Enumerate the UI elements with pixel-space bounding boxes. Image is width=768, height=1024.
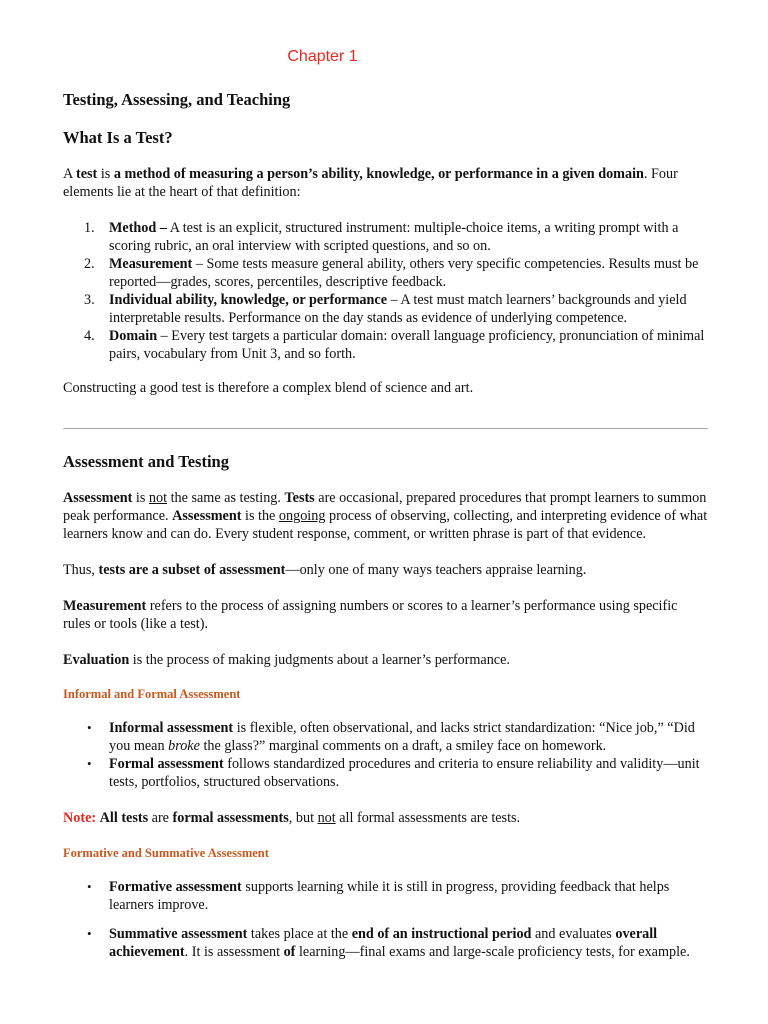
measurement-paragraph: Measurement refers to the process of assigning numbers or scores to a learner’s performance using specific rules or tools (like a test). — [63, 598, 678, 632]
evaluation-paragraph: Evaluation is the process of making judgments about a learner’s performance. — [63, 652, 510, 668]
note-paragraph: Note: All tests are formal assessments, but not all formal assessments are tests. — [63, 810, 521, 826]
list-item: • Informal assessment is flexible, often observational, and lacks strict standardization: “Nice job,” “Did you mean broke the glass?” marginal comments on a draft, a smiley face on homework. — [87, 720, 695, 754]
intro-paragraph: A test is a method of measuring a person’s ability, knowledge, or performance in a given domain. Four elements lie at the heart of that definition: — [63, 166, 678, 200]
list-item: 3. Individual ability, knowledge, or performance – A test must match learners’ backgrounds and yield interpretable results. Performance on the day stands as evidence of underlying competence. — [84, 292, 687, 326]
subheading-formative-summative: Formative and Summative Assessment — [63, 846, 269, 860]
subheading-informal-formal: Informal and Formal Assessment — [63, 687, 241, 701]
section-divider — [63, 428, 708, 429]
chapter-heading: Chapter 1 — [287, 48, 358, 65]
list-item: • Summative assessment takes place at the end of an instructional period and evaluates overall achievement. It is assessment of learning—final exams and large-scale proficiency tests, for example. — [87, 926, 690, 960]
formative-summative-list — [63, 878, 708, 961]
list-item: 1. Method – A test is an explicit, structured instrument: multiple-choice items, a writing prompt with a scoring rubric, an oral interview with scripted questions, and so on. — [84, 220, 679, 254]
list-item: 2. Measurement – Some tests measure general ability, others very specific competencies. Results must be reported—grades, scores, percentiles, descriptive feedback. — [84, 256, 699, 290]
test-elements-list — [63, 219, 708, 363]
list-item: • Formative assessment supports learning while it is still in progress, providing feedback that helps learners improve. — [87, 879, 670, 913]
informal-formal-list — [63, 719, 708, 791]
section-heading-assessment: Assessment and Testing — [63, 452, 229, 471]
document-title: Testing, Assessing, and Teaching — [63, 90, 291, 109]
assessment-paragraph: Assessment is not the same as testing. Tests are occasional, prepared procedures that prompt learners to summon peak performance. Assessment is the ongoing process of observing, collecting, and interpreting evidence of what learners know and can do. Every student response, comment, or written phrase is part of that evidence. — [63, 490, 708, 542]
conclusion-paragraph: Constructing a good test is therefore a complex blend of science and art. — [63, 380, 474, 396]
list-item: • Formal assessment follows standardized procedures and criteria to ensure reliability and validity—unit tests, portfolios, structured observations. — [87, 756, 700, 790]
list-item: 4. Domain – Every test targets a particular domain: overall language proficiency, pronunciation of minimal pairs, vocabulary from Unit 3, and so forth. — [84, 328, 705, 362]
subset-paragraph: Thus, tests are a subset of assessment—only one of many ways teachers appraise learning. — [63, 562, 587, 578]
section-heading-what-is-test: What Is a Test? — [63, 128, 173, 147]
